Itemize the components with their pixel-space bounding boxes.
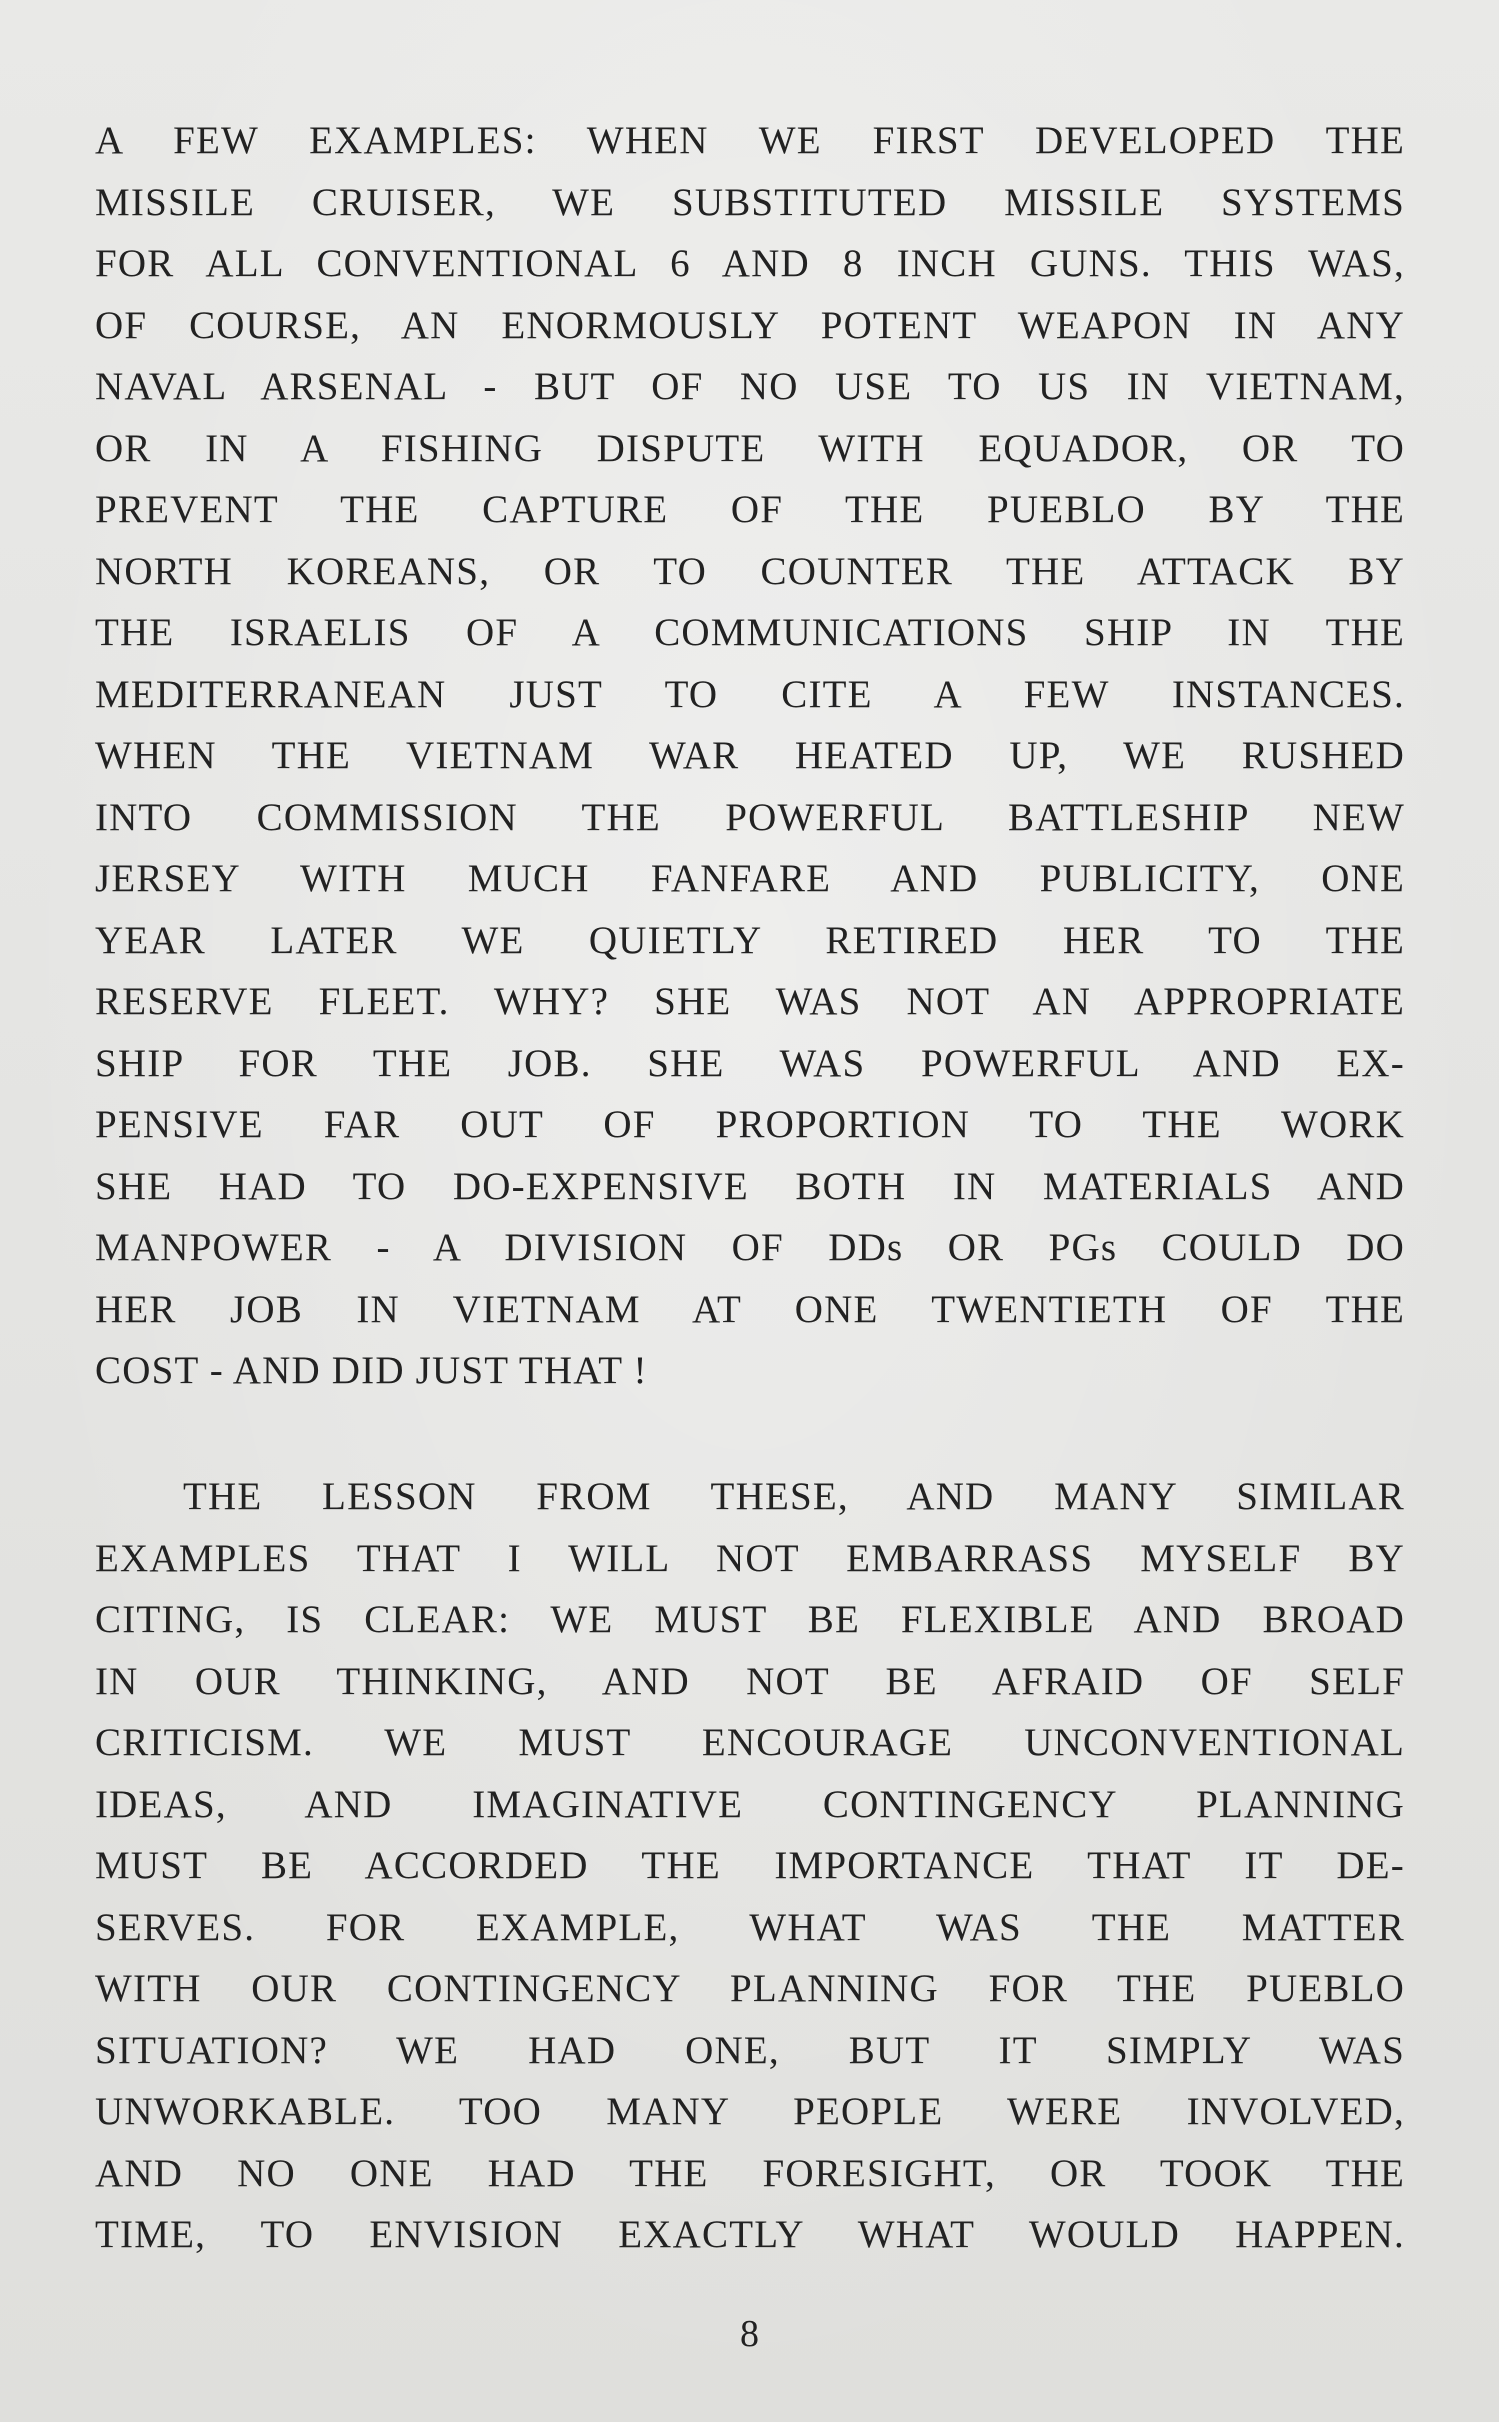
text-line: INTO COMMISSION THE POWERFUL BATTLESHIP NEW <box>95 795 1405 839</box>
text-line: RESERVE FLEET. WHY? SHE WAS NOT AN APPROPRIATE <box>95 980 1405 1023</box>
text-line: MISSILE CRUISER, WE SUBSTITUTED MISSILE SYSTEMS <box>95 180 1405 224</box>
text-line: PREVENT THE CAPTURE OF THE PUEBLO BY THE <box>95 488 1405 531</box>
text-line: PENSIVE FAR OUT OF PROPORTION TO THE WORK <box>95 1103 1405 1146</box>
text-line: OF COURSE, AN ENORMOUSLY POTENT WEAPON IN ANY <box>95 303 1405 347</box>
text-line: CITING, IS CLEAR: WE MUST BE FLEXIBLE AND BROAD <box>95 1598 1405 1641</box>
text-line: JERSEY WITH MUCH FANFARE AND PUBLICITY, ONE <box>95 857 1405 900</box>
text-line: NORTH KOREANS, OR TO COUNTER THE ATTACK BY <box>95 549 1405 593</box>
text-line: THE ISRAELIS OF A COMMUNICATIONS SHIP IN THE <box>95 611 1405 654</box>
text-line: OR IN A FISHING DISPUTE WITH EQUADOR, OR TO <box>95 426 1405 470</box>
text-line: WITH OUR CONTINGENCY PLANNING FOR THE PUEBLO <box>95 1967 1405 2010</box>
text-line: IN OUR THINKING, AND NOT BE AFRAID OF SELF <box>95 1659 1405 1703</box>
text-line: A FEW EXAMPLES: WHEN WE FIRST DEVELOPED THE <box>95 119 1405 162</box>
text-line: EXAMPLES THAT I WILL NOT EMBARRASS MYSELF BY <box>95 1536 1405 1580</box>
text-line: AND NO ONE HAD THE FORESIGHT, OR TOOK THE <box>95 2151 1405 2195</box>
paragraph-1 <box>95 110 1405 1402</box>
page-number: 8 <box>740 2313 759 2355</box>
text-line: SERVES. FOR EXAMPLE, WHAT WAS THE MATTER <box>95 1905 1405 1949</box>
text-line: TIME, TO ENVISION EXACTLY WHAT WOULD HAPPEN. <box>95 2213 1405 2256</box>
text-line: NAVAL ARSENAL - BUT OF NO USE TO US IN VIETNAM, <box>95 365 1405 408</box>
paragraph-2 <box>95 1466 1405 2266</box>
text-line: MUST BE ACCORDED THE IMPORTANCE THAT IT DE- <box>95 1844 1405 1887</box>
text-line: WHEN THE VIETNAM WAR HEATED UP, WE RUSHED <box>95 734 1405 777</box>
text-line: CRITICISM. WE MUST ENCOURAGE UNCONVENTIONAL <box>95 1721 1405 1764</box>
text-line: SHIP FOR THE JOB. SHE WAS POWERFUL AND EX- <box>95 1041 1405 1085</box>
text-line: MANPOWER - A DIVISION OF DDs OR PGs COULD DO <box>95 1226 1405 1269</box>
text-line: SITUATION? WE HAD ONE, BUT IT SIMPLY WAS <box>95 2028 1405 2072</box>
text-line: FOR ALL CONVENTIONAL 6 AND 8 INCH GUNS. THIS WAS, <box>95 242 1405 285</box>
text-line: YEAR LATER WE QUIETLY RETIRED HER TO THE <box>95 918 1405 962</box>
text-line: COST - AND DID JUST THAT ! <box>95 1349 648 1392</box>
text-line: SHE HAD TO DO-EXPENSIVE BOTH IN MATERIALS AND <box>95 1164 1405 1208</box>
text-line: IDEAS, AND IMAGINATIVE CONTINGENCY PLANNING <box>95 1782 1405 1826</box>
text-line: MEDITERRANEAN JUST TO CITE A FEW INSTANCES. <box>95 672 1405 716</box>
text-line: THE LESSON FROM THESE, AND MANY SIMILAR <box>183 1475 1405 1518</box>
text-line: UNWORKABLE. TOO MANY PEOPLE WERE INVOLVED, <box>95 2090 1405 2133</box>
text-line: HER JOB IN VIETNAM AT ONE TWENTIETH OF THE <box>95 1287 1405 1331</box>
